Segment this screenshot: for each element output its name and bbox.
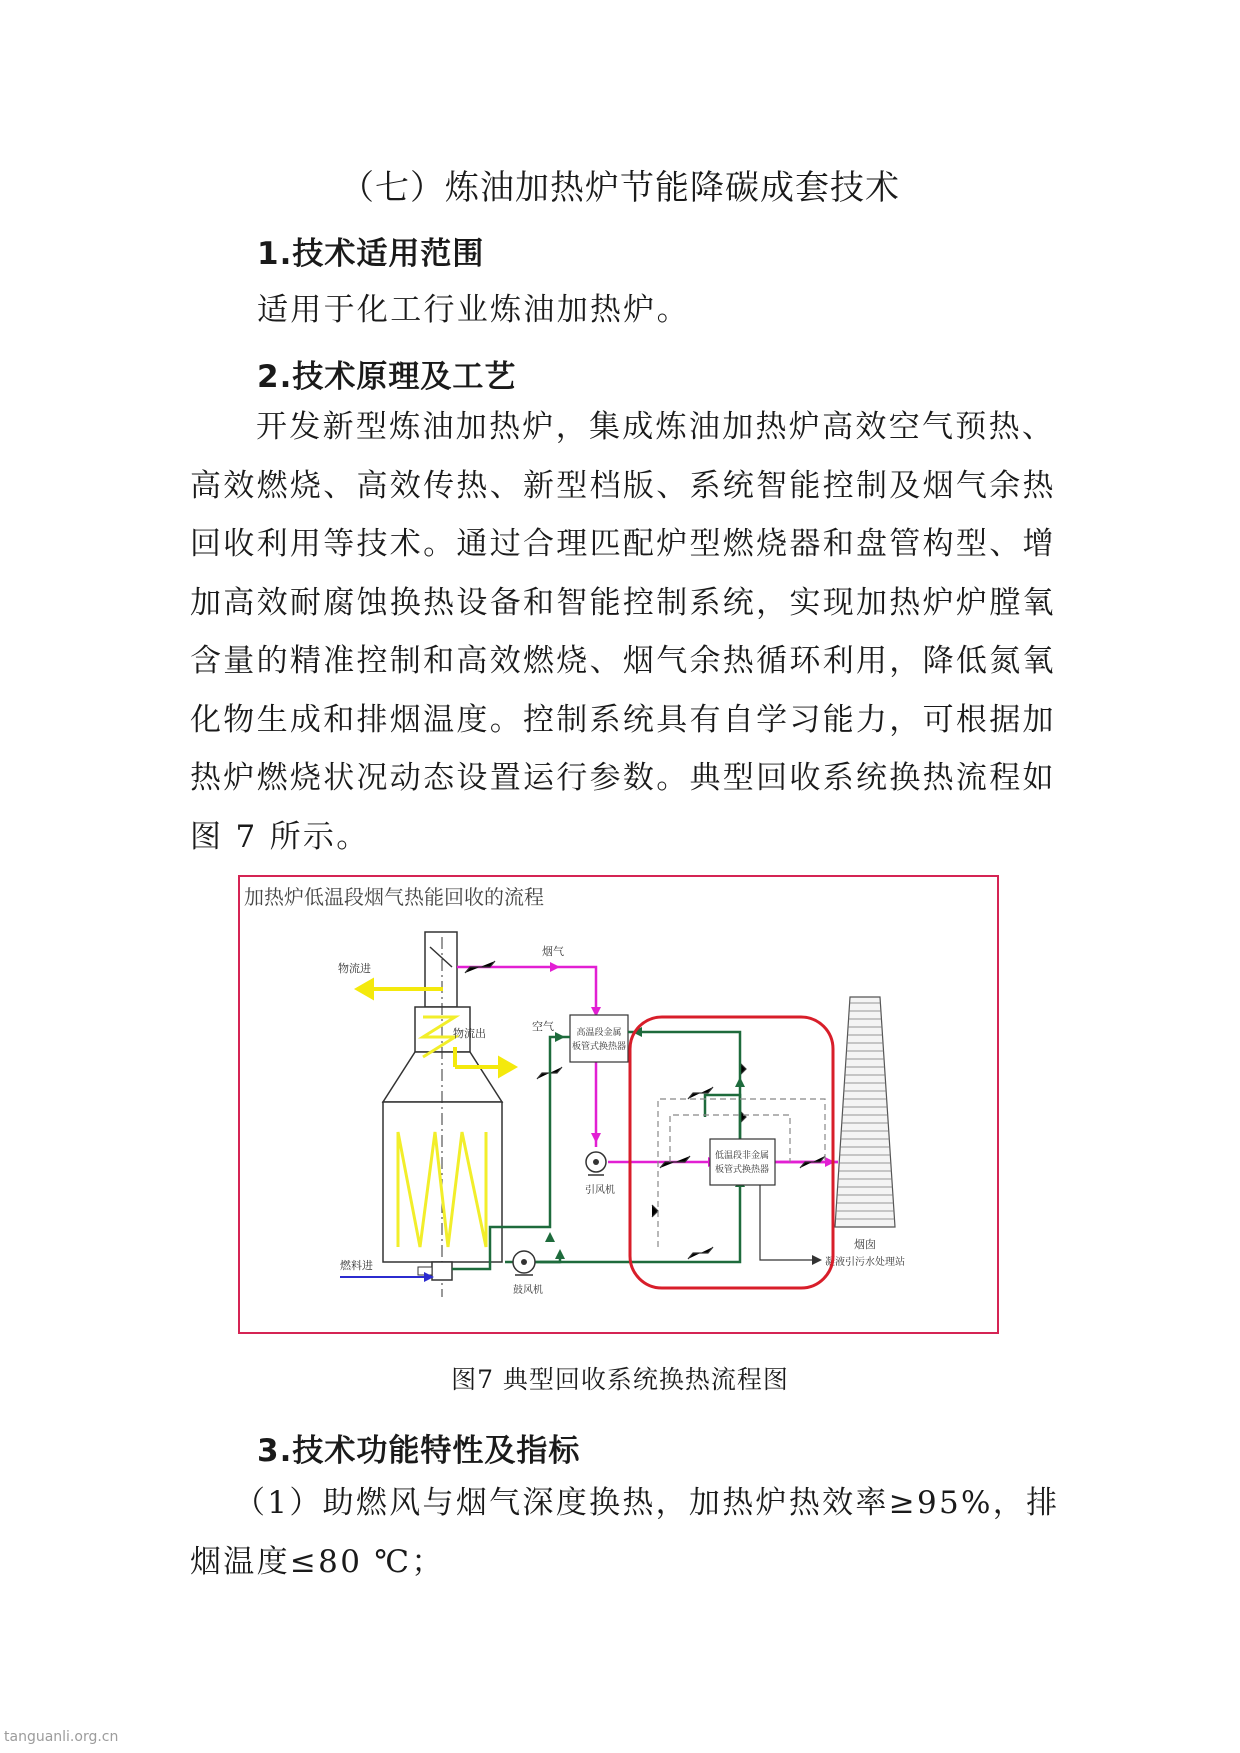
flue-gas-line — [457, 967, 838, 1162]
chimney — [835, 997, 895, 1227]
figure-caption: 图7 典型回收系统换热流程图 — [451, 1365, 789, 1394]
paragraph-line: 加高效耐腐蚀换热设备和智能控制系统，实现加热炉炉膛氧 — [190, 584, 1056, 621]
paragraph-line: 高效燃烧、高效传热、新型档版、系统智能控制及烟气余热 — [190, 467, 1056, 504]
induced-fan — [586, 1152, 606, 1175]
high-temp-exchanger — [570, 1015, 628, 1062]
induced-fan-label: 引风机 — [585, 1185, 615, 1196]
blower-label: 鼓风机 — [513, 1285, 543, 1296]
svg-text:高温段金属: 高温段金属 — [576, 1028, 622, 1038]
page-title: （七）炼油加热炉节能降碳成套技术 — [340, 168, 900, 208]
process-flow-figure — [238, 875, 999, 1334]
fuel-in-label: 燃料进 — [340, 1259, 373, 1272]
paragraph-line: 含量的精准控制和高效燃烧、烟气余热循环利用，降低氮氧 — [190, 643, 1056, 679]
section3-paragraph — [190, 1474, 1060, 1591]
svg-text:低温段非金属: 低温段非金属 — [714, 1151, 770, 1161]
figure-title: 加热炉低温段烟气热能回收的流程 — [244, 885, 544, 909]
paragraph-line: 化物生成和排烟温度。控制系统具有自学习能力，可根据加 — [190, 701, 1056, 738]
air-label: 空气 — [532, 1020, 554, 1033]
chimney-label: 烟囱 — [854, 1238, 876, 1251]
blower — [513, 1251, 535, 1275]
material-in-label: 物流进 — [338, 962, 371, 975]
valve-marks — [465, 961, 825, 1259]
paragraph-line: （1）助燃风与烟气深度换热，加热炉热效率≥95%，排 — [234, 1485, 1060, 1521]
paragraph-line: 开发新型炼油加热炉，集成炼油加热炉高效空气预热、 — [256, 409, 1056, 445]
section2-paragraph — [190, 398, 1060, 866]
paragraph-line: 回收利用等技术。通过合理匹配炉型燃烧器和盘管构型、增 — [190, 526, 1056, 562]
svg-text:板管式换热器: 板管式换热器 — [571, 1042, 627, 1052]
process-flow-diagram — [240, 877, 997, 1332]
paragraph-line: 图 7 所示。 — [190, 818, 370, 855]
paragraph-line: 热炉燃烧状况动态设置运行参数。典型回收系统换热流程如 — [190, 760, 1056, 796]
section3-heading: 3.技术功能特性及指标 — [257, 1433, 581, 1469]
section1-body: 适用于化工行业炼油加热炉。 — [257, 292, 690, 328]
paragraph-line: 烟温度≤80 ℃； — [190, 1543, 445, 1580]
section2-heading: 2.技术原理及工艺 — [257, 359, 517, 395]
flue-gas-label: 烟气 — [542, 945, 564, 958]
low-temp-exchanger — [710, 1139, 775, 1185]
material-out-label: 物流出 — [453, 1027, 486, 1040]
watermark: tanguanli.org.cn — [4, 1729, 119, 1745]
condensate-line — [760, 1185, 822, 1265]
flue-gas-arrows — [550, 962, 835, 1167]
svg-text:板管式换热器: 板管式换热器 — [714, 1165, 770, 1175]
section1-heading: 1.技术适用范围 — [257, 236, 485, 272]
wastewater-label: 凝液引污水处理站 — [825, 1257, 905, 1268]
